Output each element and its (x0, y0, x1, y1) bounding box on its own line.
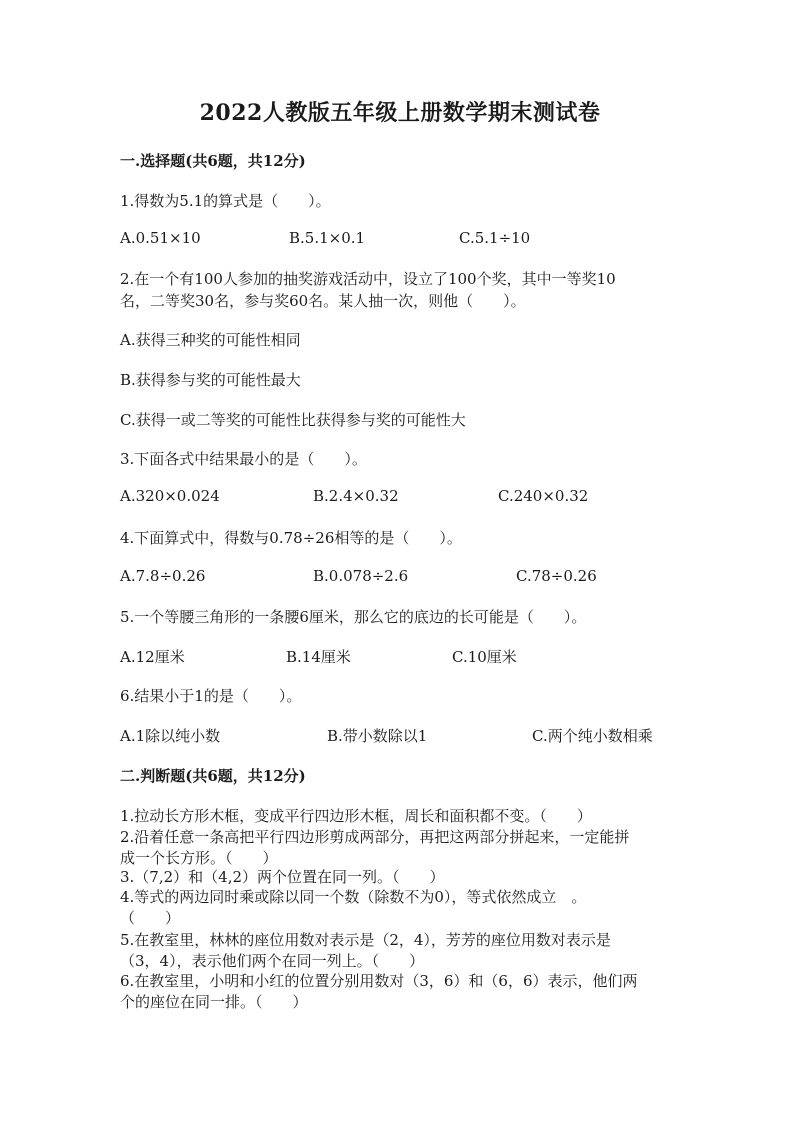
question-4-option-a: A.7.8÷0.26 (120, 567, 206, 585)
question-5-stem: 5.一个等腰三角形的一条腰6厘米，那么它的底边的长可能是（ ）。 (120, 608, 587, 626)
question-6-stem: 6.结果小于1的是（ ）。 (120, 687, 302, 705)
page-title: 2022人教版五年级上册数学期末测试卷 (199, 100, 601, 126)
question-3-option-c: C.240×0.32 (498, 487, 589, 505)
question-5-option-a: A.12厘米 (120, 648, 185, 666)
judgment-line-9: 6.在教室里，小明和小红的位置分别用数对（3，6）和（6，6）表示，他们两 (120, 972, 638, 990)
question-1-option-c: C.5.1÷10 (459, 229, 531, 247)
question-2-stem-line2: 名，二等奖30名，参与奖60名。某人抽一次，则他（ ）。 (120, 292, 526, 310)
section-heading-judgment: 二.判断题(共6题，共12分) (120, 767, 306, 785)
question-4-stem: 4.下面算式中，得数与0.78÷26相等的是（ ）。 (120, 529, 462, 547)
question-2-option-b: B.获得参与奖的可能性最大 (120, 371, 301, 389)
question-6-option-c: C.两个纯小数相乘 (532, 727, 653, 745)
judgment-line-5: 4.等式的两边同时乘或除以同一个数（除数不为0），等式依然成立 。 (120, 888, 587, 906)
question-1-option-b: B.5.1×0.1 (289, 229, 366, 247)
judgment-line-6: （ ） (120, 909, 181, 927)
question-6-option-a: A.1除以纯小数 (120, 727, 221, 745)
question-1-option-a: A.0.51×10 (120, 229, 201, 247)
judgment-line-8: （3，4），表示他们两个在同一列上。（ ） (120, 952, 425, 970)
question-3-option-a: A.320×0.024 (120, 487, 220, 505)
question-3-stem: 3.下面各式中结果最小的是（ ）。 (120, 450, 367, 468)
question-5-option-c: C.10厘米 (452, 648, 517, 666)
judgment-line-10: 个的座位在同一排。（ ） (120, 993, 308, 1011)
question-3-option-b: B.2.4×0.32 (313, 487, 399, 505)
judgment-line-3: 成一个长方形。（ ） (120, 849, 278, 867)
judgment-line-2: 2.沿着任意一条高把平行四边形剪成两部分，再把这两部分拼起来，一定能拼 (120, 828, 630, 846)
section-heading-choice: 一.选择题(共6题，共12分) (120, 152, 306, 170)
question-4-option-c: C.78÷0.26 (516, 567, 597, 585)
question-6-option-b: B.带小数除以1 (327, 727, 428, 745)
judgment-line-4: 3.（7,2）和（4,2）两个位置在同一列。（ ） (120, 868, 445, 886)
question-4-option-b: B.0.078÷2.6 (313, 567, 409, 585)
judgment-line-1: 1.拉动长方形木框，变成平行四边形木框，周长和面积都不变。（ ） (120, 807, 592, 825)
question-5-option-b: B.14厘米 (286, 648, 351, 666)
judgment-line-7: 5.在教室里，林林的座位用数对表示是（2，4），芳芳的座位用数对表示是 (120, 931, 611, 949)
question-2-option-a: A.获得三种奖的可能性相同 (120, 331, 301, 349)
question-1-stem: 1.得数为5.1的算式是（ ）。 (120, 192, 331, 210)
question-2-option-c: C.获得一或二等奖的可能性比获得参与奖的可能性大 (120, 411, 466, 429)
question-2-stem-line1: 2.在一个有100人参加的抽奖游戏活动中，设立了100个奖，其中一等奖10 (120, 270, 616, 288)
